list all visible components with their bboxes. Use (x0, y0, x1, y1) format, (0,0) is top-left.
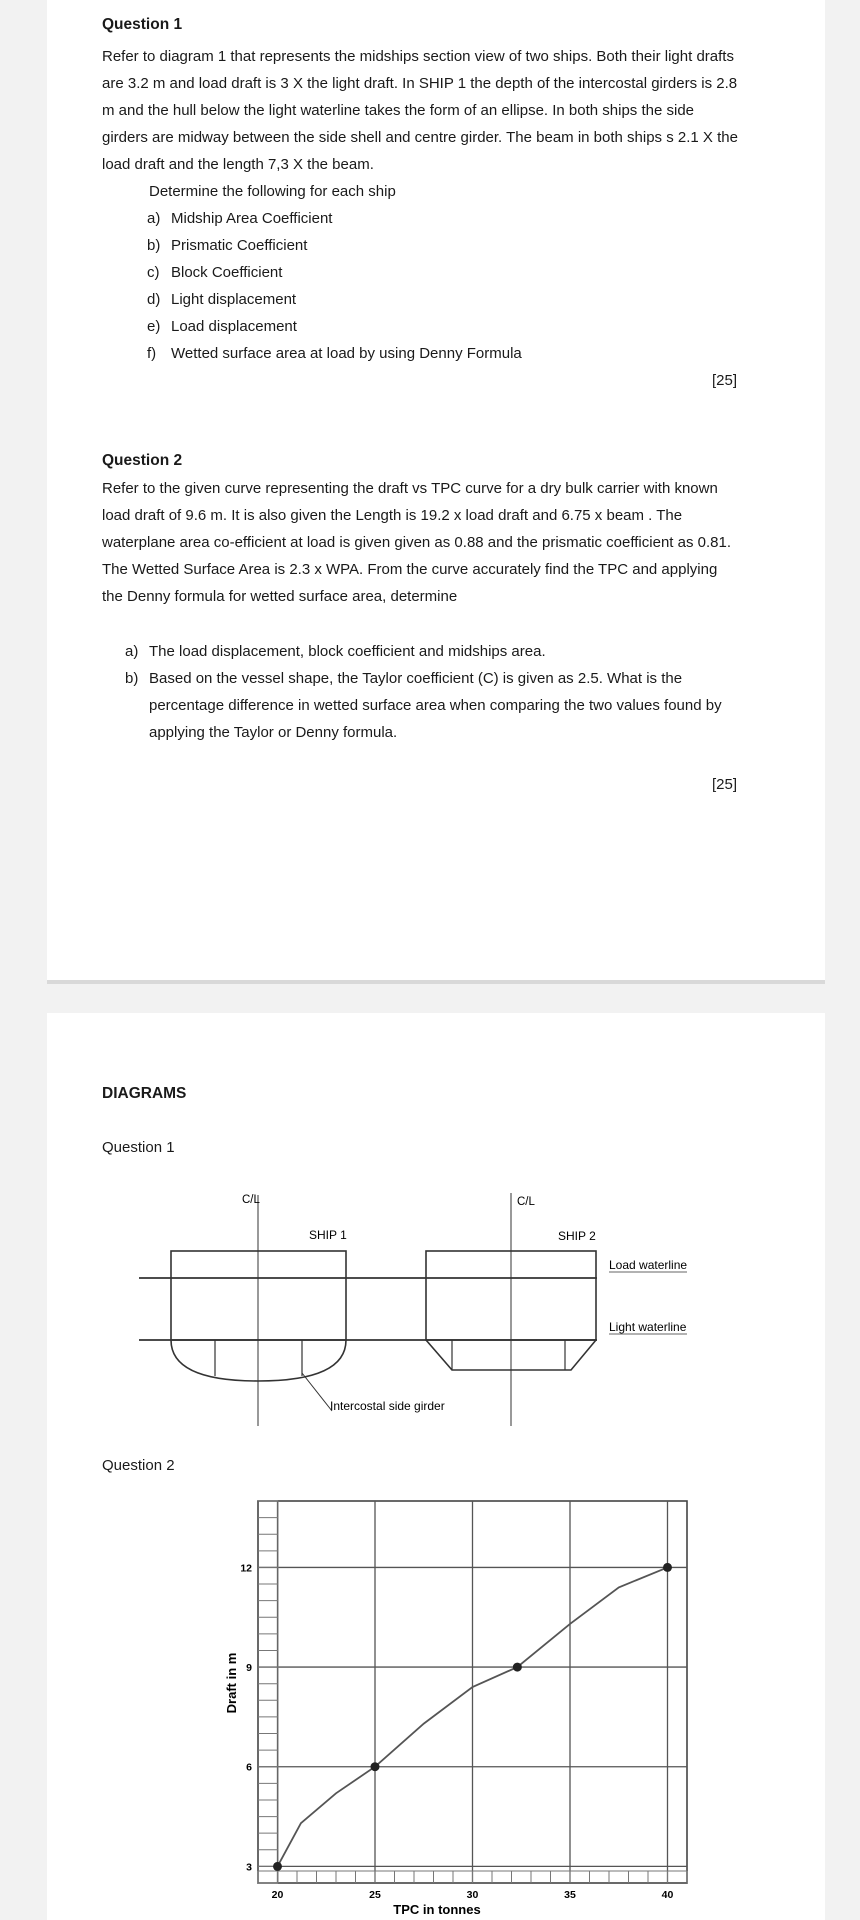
data-point (513, 1663, 522, 1672)
list-item: d) Light displacement (147, 291, 297, 308)
cl-left-label: C/L (242, 1194, 260, 1206)
list-item: f) Wetted surface area at load by using Denny Formula (147, 345, 522, 362)
question2-line: The Wetted Surface Area is 2.3 x WPA. From the curve accurately find the TPC and applying (102, 561, 718, 578)
light-waterline-label: Light waterline (609, 1320, 687, 1334)
question2-line: load draft of 9.6 m. It is also given the Length is 19.2 x load draft and 6.75 x beam . The (102, 507, 683, 524)
ship1-label: SHIP 1 (309, 1228, 347, 1242)
question1-paragraph (102, 43, 738, 178)
list-item: c) Block Coefficient (147, 264, 283, 281)
question2-marks: [25] (712, 776, 738, 793)
ship2-bilge-bracket-left (426, 1340, 452, 1370)
question2-item-a: a) The load displacement, block coefficient and midships area. (125, 643, 546, 660)
question2-paragraph (102, 475, 731, 610)
question1-line: Refer to diagram 1 that represents the midships section view of two ships. Both their light drafts (102, 48, 734, 65)
chart-ticks (240, 1562, 673, 1901)
y-tick-label: 6 (246, 1761, 252, 1774)
list-item: e) Load displacement (147, 318, 297, 335)
chart-grid (258, 1501, 687, 1883)
chart-x-axis-label: TPC in tonnes (393, 1902, 481, 1917)
data-point (663, 1563, 672, 1572)
load-waterline-label: Load waterline (609, 1258, 688, 1272)
question2-line: the Denny formula for wetted surface area, determine (102, 588, 458, 605)
question2-heading: Question 2 (102, 452, 183, 469)
y-tick-label: 9 (246, 1662, 252, 1675)
question2-line: Refer to the given curve representing the draft vs TPC curve for a dry bulk carrier with known (102, 480, 718, 497)
girder-leader-line (302, 1373, 332, 1411)
cl-right-label: C/L (517, 1196, 535, 1208)
diagram-q1-label: Question 1 (102, 1139, 175, 1156)
data-point (273, 1862, 282, 1871)
girder-label: Intercostal side girder (330, 1399, 445, 1413)
diagrams-heading: DIAGRAMS (102, 1085, 187, 1102)
document-page-1 (47, 0, 825, 980)
question2-line: waterplane area co-efficient at load is given given as 0.88 and the prismatic coefficient as 0.81. (102, 534, 731, 551)
list-item: b) Prismatic Coefficient (147, 237, 308, 254)
question1-line: load draft and the length 7,3 X the beam. (102, 156, 374, 173)
question1-intro: Determine the following for each ship (149, 183, 396, 200)
x-tick-label: 25 (369, 1889, 381, 1901)
data-point (371, 1762, 380, 1771)
x-tick-label: 20 (271, 1889, 284, 1901)
y-tick-label: 12 (240, 1562, 252, 1575)
draft-tpc-chart (47, 1493, 825, 1920)
list-item: a) Midship Area Coefficient (147, 210, 333, 227)
question1-line: are 3.2 m and load draft is 3 X the light draft. In SHIP 1 the depth of the intercostal girders is 2.8 (102, 75, 738, 92)
question1-list (147, 205, 522, 367)
page-divider (47, 980, 825, 984)
chart-y-axis-label: Draft in m (224, 1652, 239, 1714)
x-tick-label: 40 (661, 1889, 674, 1901)
x-tick-label: 30 (466, 1889, 479, 1901)
question1-line: m and the hull below the light waterline takes the form of an ellipse. In both ships the side (102, 102, 695, 119)
question1-line: girders are midway between the side shell and centre girder. The beam in both ships s 2.1 X the (102, 129, 738, 146)
question2-item-b: b) Based on the vessel shape, the Taylor coefficient (C) is given as 2.5. What is the percentage difference in wetted surface area when comparing the two values found by applying the Taylor or Denny formula. (125, 670, 722, 741)
ship2-label: SHIP 2 (558, 1229, 596, 1243)
question1-marks: [25] (712, 372, 738, 389)
y-tick-label: 3 (246, 1861, 252, 1874)
diagram-q2-label: Question 2 (102, 1457, 175, 1474)
document-page-2 (47, 1013, 825, 1920)
x-tick-label: 35 (564, 1889, 576, 1901)
question1-heading: Question 1 (102, 16, 183, 33)
midship-section-diagram (47, 1183, 825, 1433)
